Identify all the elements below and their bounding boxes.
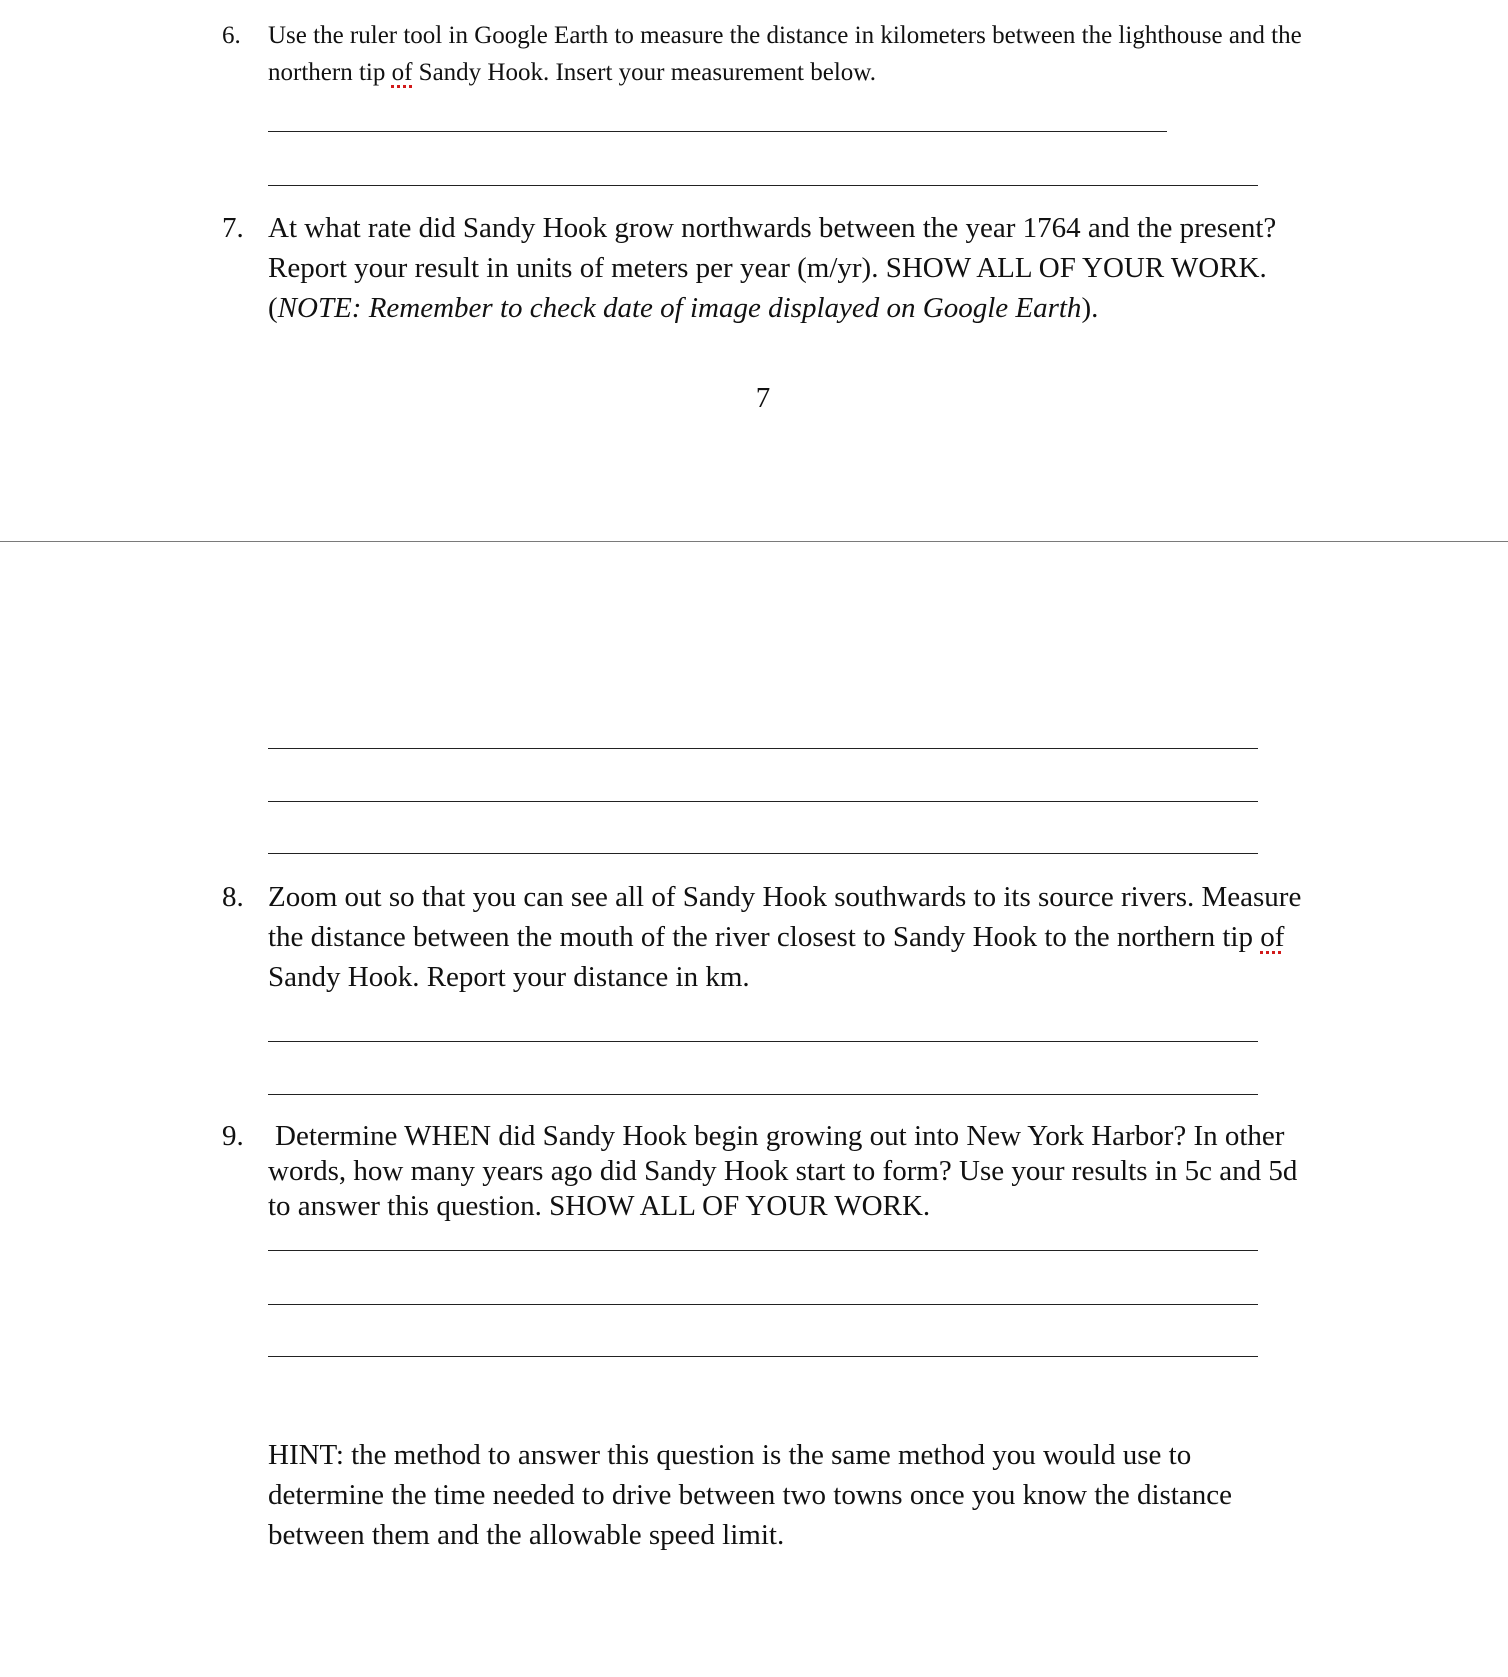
question-8-line-2-start: the distance between the mouth of the river closest to Sandy Hook to the northern tip (268, 921, 1261, 953)
question-7-note-open: ( (268, 292, 278, 324)
spelling-flagged-word: of (391, 59, 413, 86)
question-7-note-close: ). (1081, 292, 1099, 324)
question-6-line-1: Use the ruler tool in Google Earth to measure the distance in kilometers between the lighthouse and the (268, 22, 1302, 49)
question-7-text (268, 208, 1276, 328)
question-8-text (268, 877, 1301, 997)
answer-line-6a[interactable] (268, 131, 1167, 132)
question-7-note: NOTE: Remember to check date of image displayed on Google Earth (277, 292, 1082, 324)
question-7-line-2: Report your result in units of meters per year (m/yr). SHOW ALL OF YOUR WORK. (268, 252, 1267, 284)
question-8-line-1: Zoom out so that you can see all of Sandy Hook southwards to its source rivers. Measure (268, 881, 1302, 913)
question-7-line-3 (268, 288, 1276, 328)
answer-line-9c[interactable] (268, 1356, 1258, 1357)
answer-line-9a[interactable] (268, 1250, 1258, 1251)
question-9-line-3: to answer this question. SHOW ALL OF YOUR WORK. (268, 1190, 931, 1222)
page-number: 7 (755, 382, 771, 414)
hint-text (268, 1435, 1232, 1555)
answer-line-8b[interactable] (268, 1094, 1258, 1095)
hint-line-1: HINT: the method to answer this question is the same method you would use to (268, 1439, 1192, 1471)
question-6-line-2-start: northern tip (268, 59, 392, 86)
question-9-line-1: Determine WHEN did Sandy Hook begin growing out into New York Harbor? In other (275, 1120, 1285, 1152)
answer-line-6b[interactable] (268, 185, 1258, 186)
question-6-number: 6. (222, 22, 241, 49)
hint-line-3: between them and the allowable speed limit. (268, 1519, 785, 1551)
question-9-line-2: words, how many years ago did Sandy Hook start to form? Use your results in 5c and 5d (268, 1155, 1298, 1187)
question-7-number: 7. (222, 212, 244, 244)
answer-line-7b[interactable] (268, 801, 1258, 802)
question-9-number: 9. (222, 1120, 244, 1152)
answer-line-9b[interactable] (268, 1304, 1258, 1305)
question-7-line-1: At what rate did Sandy Hook grow northwards between the year 1764 and the present? (268, 212, 1277, 244)
question-8-line-3: Sandy Hook. Report your distance in km. (268, 961, 750, 993)
question-8-number: 8. (222, 881, 244, 913)
answer-line-7a[interactable] (268, 748, 1258, 749)
question-9-text (268, 1119, 1297, 1224)
hint-line-2: determine the time needed to drive between two towns once you know the distance (268, 1479, 1232, 1511)
spelling-flagged-word: of (1260, 921, 1285, 953)
page-break-divider (0, 541, 1508, 542)
question-6-text (268, 17, 1302, 91)
question-6-line-2 (268, 54, 1302, 91)
question-8-line-2 (268, 917, 1301, 957)
answer-line-7c[interactable] (268, 853, 1258, 854)
answer-line-8a[interactable] (268, 1041, 1258, 1042)
question-6-line-2-end: Sandy Hook. Insert your measurement below. (412, 59, 876, 86)
